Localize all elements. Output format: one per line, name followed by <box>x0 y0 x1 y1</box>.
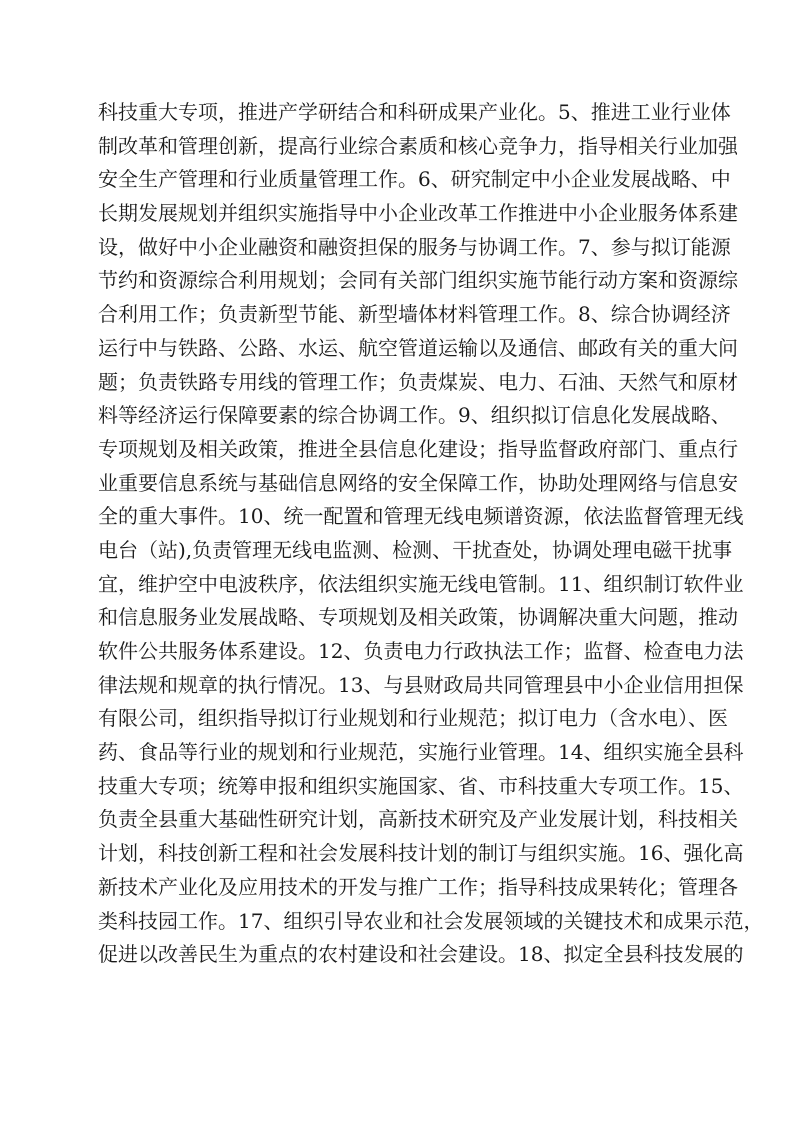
text-line: 负责全县重大基础性研究计划，高新技术研究及产业发展计划，科技相关 <box>98 807 738 832</box>
text-line: 长期发展规划并组织实施指导中小企业改革工作推进中小企业服务体系建 <box>98 201 738 226</box>
text-line: 题；负责铁路专用线的管理工作；负责煤炭、电力、石油、天然气和原材 <box>98 369 738 394</box>
text-line: 合利用工作；负责新型节能、新型墙体材料管理工作。8、综合协调经济 <box>98 302 731 327</box>
text-line: 律法规和规章的执行情况。13、与县财政局共同管理县中小企业信用担保 <box>98 672 744 697</box>
text-line: 安全生产管理和行业质量管理工作。6、研究制定中小企业发展战略、中 <box>98 167 731 192</box>
text-line: 电台（站),负责管理无线电监测、检测、干扰查处，协调处理电磁干扰事 <box>98 537 733 562</box>
text-line: 科技重大专项，推进产学研结合和科研成果产业化。5、推进工业行业体 <box>98 100 731 124</box>
text-line: 促进以改善民生为重点的农村建设和社会建设。18、拟定全县科技发展的 <box>98 942 744 967</box>
text-line: 制改革和管理创新，提高行业综合素质和核心竞争力，指导相关行业加强 <box>98 133 738 158</box>
text-line: 节约和资源综合利用规划；会同有关部门组织实施节能行动方案和资源综 <box>98 268 738 293</box>
text-line: 新技术产业化及应用技术的开发与推广工作；指导科技成果转化；管理各 <box>98 874 738 899</box>
text-line: 有限公司，组织指导拟订行业规划和行业规范；拟订电力（含水电）、医 <box>98 706 728 731</box>
body-text <box>98 96 764 972</box>
text-line: 计划，科技创新工程和社会发展科技计划的制订与组织实施。16、强化高 <box>98 841 744 866</box>
text-line: 业重要信息系统与基础信息网络的安全保障工作，协助处理网络与信息安 <box>98 470 738 495</box>
text-line: 设，做好中小企业融资和融资担保的服务与协调工作。7、参与拟订能源 <box>98 234 731 259</box>
text-line: 专项规划及相关政策，推进全县信息化建设；指导监督政府部门、重点行 <box>98 436 738 461</box>
text-line: 运行中与铁路、公路、水运、航空管道运输以及通信、邮政有关的重大问 <box>98 335 738 360</box>
text-line: 药、食品等行业的规划和行业规范，实施行业管理。14、组织实施全县科 <box>98 740 744 765</box>
text-line: 类科技园工作。17、组织引导农业和社会发展领域的关键技术和成果示范， <box>98 908 764 933</box>
text-line: 技重大专项；统筹申报和组织实施国家、省、市科技重大专项工作。15、 <box>98 773 744 798</box>
text-line: 软件公共服务体系建设。12、负责电力行政执法工作；监督、检查电力法 <box>98 639 744 663</box>
text-line: 和信息服务业发展战略、专项规划及相关政策，协调解决重大问题，推动 <box>98 605 738 630</box>
text-line: 宜，维护空中电波秩序，依法组织实施无线电管制。11、组织制订软件业 <box>98 571 744 596</box>
text-line: 料等经济运行保障要素的综合协调工作。9、组织拟订信息化发展战略、 <box>98 403 731 428</box>
text-line: 全的重大事件。10、统一配置和管理无线电频谱资源，依法监督管理无线 <box>98 504 744 529</box>
